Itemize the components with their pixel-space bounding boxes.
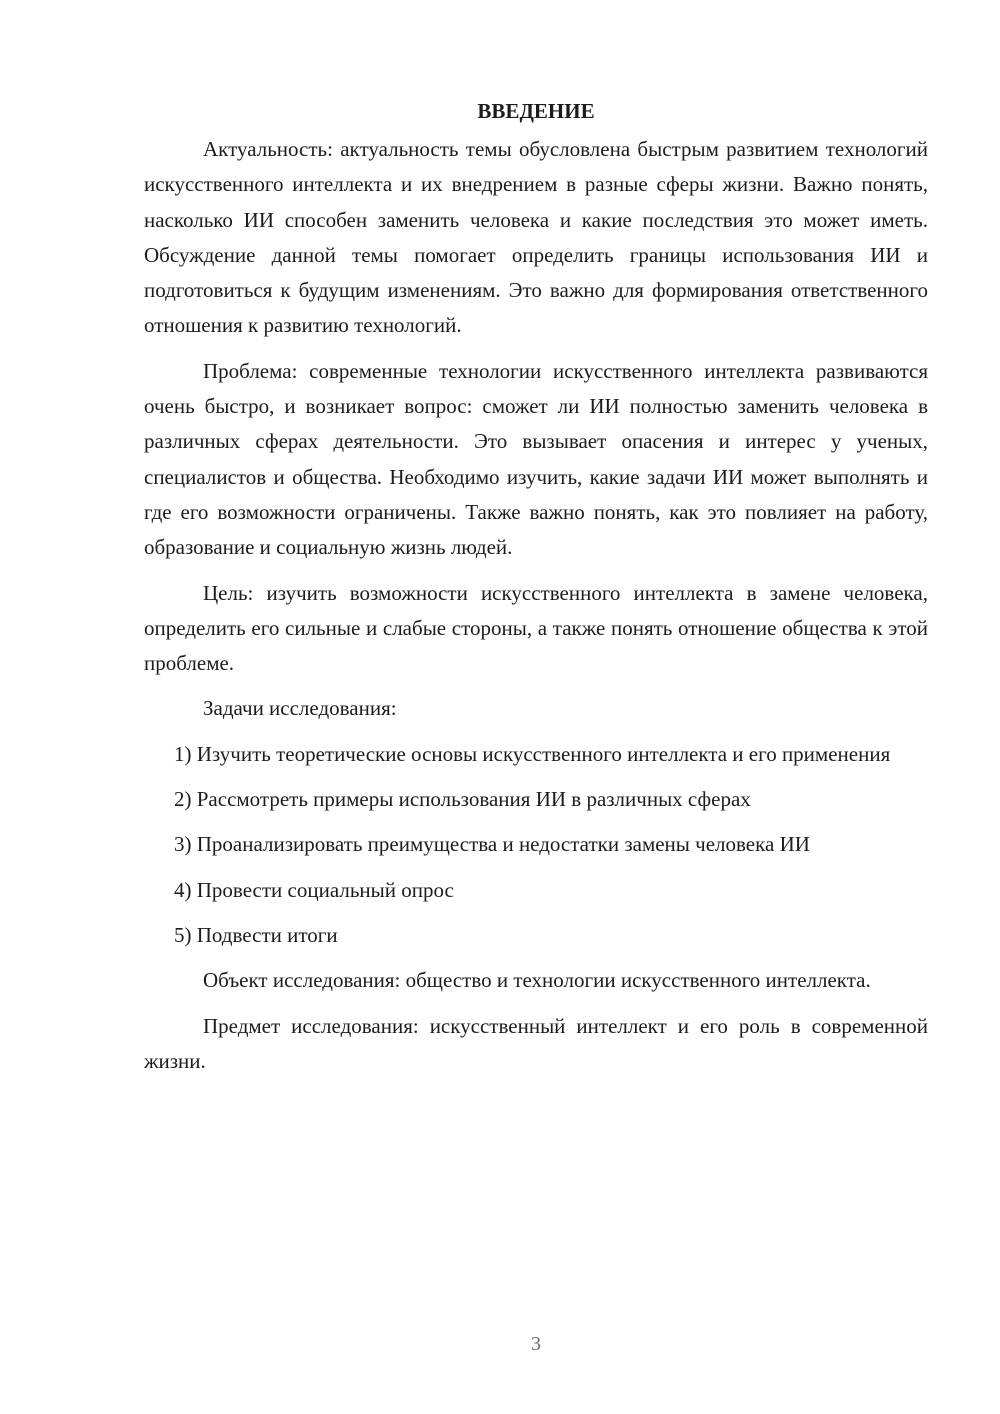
relevance-paragraph: Актуальность: актуальность темы обусловлена быстрым развитием технологий искусственного интеллекта и их внедрением в разные сферы жизни. Важно понять, насколько ИИ способен заменить человека и какие последствия это может иметь. Обсуждение данной темы помогает определить границы использования ИИ и подготовиться к будущим изменениям. Это важно для формирования ответственного отношения к развитию технологий. bbox=[144, 137, 928, 338]
page-body bbox=[144, 96, 928, 1079]
task-item-2: 2) Рассмотреть примеры использования ИИ в различных сферах bbox=[174, 787, 751, 812]
task-item-1: 1) Изучить теоретические основы искусственного интеллекта и его применения bbox=[174, 741, 891, 766]
tasks-heading: Задачи исследования: bbox=[203, 696, 397, 721]
task-item-3: 3) Проанализировать преимущества и недостатки замены человека ИИ bbox=[174, 832, 810, 857]
section-heading: ВВЕДЕНИЕ bbox=[477, 99, 595, 123]
page-number: 3 bbox=[531, 1333, 541, 1355]
object-paragraph: Объект исследования: общество и технологии искусственного интеллекта. bbox=[203, 968, 871, 993]
task-item-5: 5) Подвести итоги bbox=[174, 922, 338, 947]
task-item-4: 4) Провести социальный опрос bbox=[174, 877, 454, 902]
goal-paragraph: Цель: изучить возможности искусственного интеллекта в замене человека, определить его сильные и слабые стороны, а также понять отношение общества к этой проблеме. bbox=[144, 580, 928, 676]
subject-paragraph: Предмет исследования: искусственный интеллект и его роль в современной жизни. bbox=[144, 1013, 928, 1073]
problem-paragraph: Проблема: современные технологии искусственного интеллекта развиваются очень быстро, и возникает вопрос: сможет ли ИИ полностью заменить человека в различных сферах деятельности. Это вызывает опасения и интерес у ученых, специалистов и общества. Необходимо изучить, какие задачи ИИ может выполнять и где его возможности ограничены. Также важно понять, как это повлияет на работу, образование и социальную жизнь людей. bbox=[144, 358, 928, 560]
